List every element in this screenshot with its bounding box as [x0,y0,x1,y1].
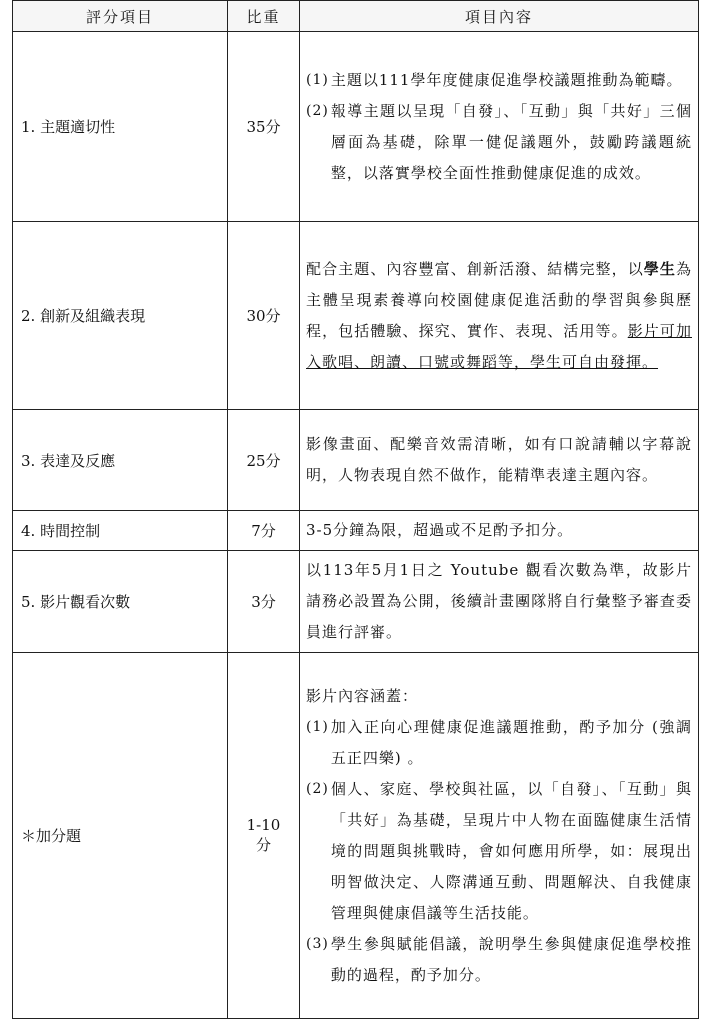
list-number: (2) [306,102,329,119]
scoring-criteria-table [12,0,699,1019]
row-content [300,222,699,410]
content-underlined-text: 影片可加入歌唱、朗讀、口號或舞蹈等，學生可自由發揮。 [306,321,692,371]
header-item: 評分項目 [13,1,228,32]
header-content: 項目內容 [300,1,699,32]
list-item [306,929,692,991]
list-text: 個人、家庭、學校與社區，以「自發」、「互動」與「共好」為基礎，呈現片中人物在面臨健康生活情境的問題與挑戰時，會如何應用所學，如：展現出明智做決定、人際溝通互動、問題解決、自我健康管理與健康倡議等生活技能。 [330,779,692,922]
row-item-label: 5. 影片觀看次數 [13,551,228,653]
row-weight: 30分 [228,222,300,410]
row-weight: 25分 [228,410,300,511]
list-number: (2) [306,780,329,797]
row-weight: 3分 [228,551,300,653]
content-text: 為主體呈現素養導向校園健康促進活動的學習與參與歷程，包括體驗、探究、實作、表現、活用等。 [306,259,692,340]
list-number: (1) [306,718,329,735]
table-row [13,511,699,551]
content-text: 配合主題、內容豐富、創新活潑、結構完整，以 [306,259,644,278]
table-row [13,222,699,410]
table-header-row [13,1,699,32]
header-weight: 比重 [228,1,300,32]
list-text: 學生參與賦能倡議，說明學生參與健康促進學校推動的過程，酌予加分。 [330,934,692,984]
row-item-label: 1. 主題適切性 [13,32,228,222]
content-bold-text: 學生 [643,259,676,278]
row-item-label: 2. 創新及組織表現 [13,222,228,410]
weight-line: 分 [255,836,271,854]
scoring-table-container [12,0,699,1019]
table-row [13,551,699,653]
list-item [306,774,692,929]
row-weight: 35分 [228,32,300,222]
row-item-label: 4. 時間控制 [13,511,228,551]
list-item [306,65,692,96]
list-item [306,96,692,189]
table-row [13,32,699,222]
weight-line: 1-10 [246,816,281,834]
row-weight: 7分 [228,511,300,551]
row-weight [228,653,300,1019]
list-number: (1) [306,71,329,88]
table-row [13,410,699,511]
row-item-label: ＊加分題 [13,653,228,1019]
row-content: 影像畫面、配樂音效需清晰，如有口說請輔以字幕說明，人物表現自然不做作，能精準表達主題內容。 [300,410,699,511]
row-content [300,32,699,222]
row-content: 3-5分鐘為限，超過或不足酌予扣分。 [300,511,699,551]
row-content [300,653,699,1019]
table-row [13,653,699,1019]
row-item-label: 3. 表達及反應 [13,410,228,511]
content-intro: 影片內容涵蓋： [306,686,419,705]
list-number: (3) [306,935,329,952]
list-text: 報導主題以呈現「自發」、「互動」與「共好」三個層面為基礎，除單一健促議題外，鼓勵跨議題統整，以落實學校全面性推動健康促進的成效。 [330,101,692,182]
list-item [306,712,692,774]
list-text: 加入正向心理健康促進議題推動，酌予加分 (強調五正四樂) 。 [330,717,692,767]
row-content: 以113年5月1日之 Youtube 觀看次數為準，故影片請務必設置為公開，後續計畫團隊將自行彙整予審查委員進行評審。 [300,551,699,653]
list-text: 主題以111學年度健康促進學校議題推動為範疇。 [330,70,683,89]
